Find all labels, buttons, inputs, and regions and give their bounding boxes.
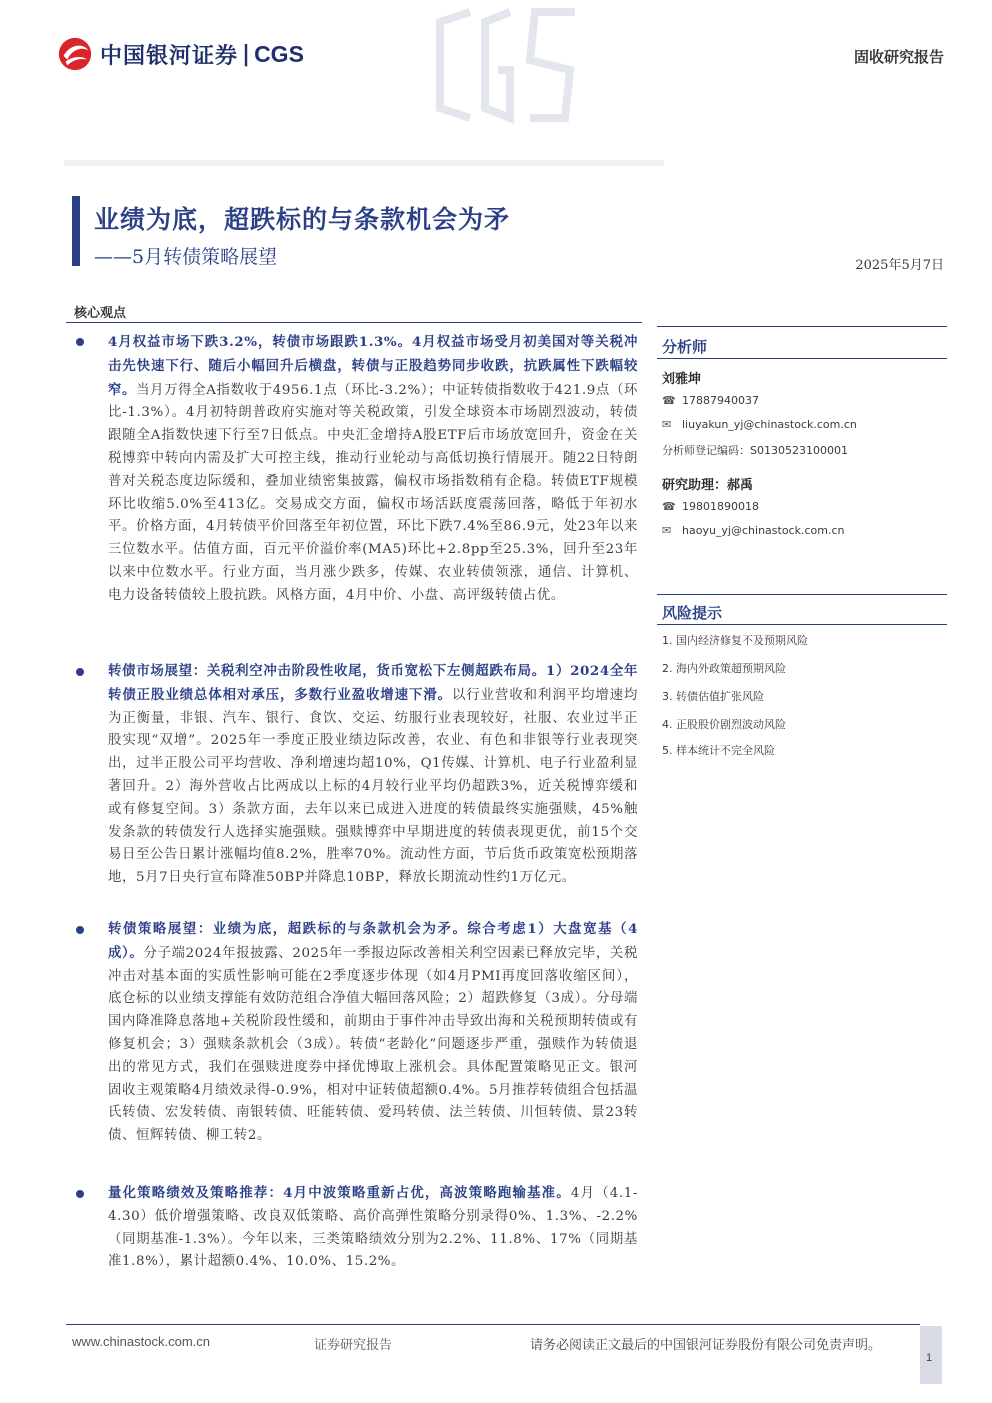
core-paragraph-3-text: 分子端2024年报披露、2025年一季报边际改善相关利空因素已释放完毕，关税冲击对基本面的实质性影响可能在2季度逐步体现（如4月PMI再度回落收缩区间），底仓标的以业绩支撑能有效防范组合净值大幅回落风险；2）超跌修复（3成）。分母端国内降准降息落地+关税阶段性缓和，前期由于事件冲击导致出海和关税预期转债或有修复机会；3）强赎条款机会（3成）。转债“老龄化”问题逐步严重，强赎作为转债退出的常见方式，我们在强赎进度券中择优博取上涨机会。具体配置策略见正文。银河固收主观策略4月绩效录得-0.9%，相对中证转债超额0.4%。5月推荐转债组合包括温氏转债、宏发转债、南银转债、旺能转债、爱玛转债、法兰转债、川恒转债、景23转债、恒辉转债、柳工转2。 [108, 945, 638, 1144]
core-paragraph-2-lead: 转债市场展望：关税利空冲击阶段性收尾，货币宽松下左侧超跌布局。1）2024全年转债正股业绩总体相对承压，多数行业盈收增速下滑。 [108, 663, 638, 703]
core-paragraph-1 [108, 331, 638, 608]
analyst-email[interactable]: liuyakun_yj@chinastock.com.cn [682, 418, 857, 431]
core-views-label: 核心观点 [74, 306, 127, 321]
core-paragraph-2-text: 以行业营收和利润平均增速均为正衡量，非银、汽车、银行、食饮、交运、纺服行业表现较好，社服、农业过半正股实现“双增”。2025年一季度正股业绩边际改善，农业、有色和非银等行业表现突出，过半正股公司平均营收、净利增速均超10%，Q1传媒、计算机、电子行业盈利显著回升。2）海外营收占比两成以上标的4月较行业平均仍超跌3%，近关税博弈缓和或有修复空间。3）条款方面，去年以来已成进入进度的转债最终实施强赎，45%触发条款的转债发行人选择实施强赎。强赎博弈中早期进度的转债表现更优，前15个交易日至公告日累计涨幅均值8.2%，胜率70%。流动性方面，节后货币政策宽松预期落地，5月7日央行宣布降准50BP并降息10BP，释放长期流动性约1万亿元。 [108, 687, 638, 886]
analyst-cert-label: 分析师登记编码： [662, 444, 750, 457]
footer-divider [66, 1324, 920, 1325]
assistant-name: 郝禹 [727, 478, 754, 493]
core-paragraph-1-lead: 4月权益市场下跌3.2%，转债市场跟跌1.3%。4月权益市场受月初美国对等关税冲击先快速下行、随后小幅回升后横盘，转债与正股趋势同步收跌，抗跌属性下跌幅较窄。 [108, 334, 638, 398]
email-icon: ✉ [662, 524, 672, 537]
sidebar-divider [657, 358, 947, 359]
assistant-row [662, 474, 753, 493]
core-paragraph-4 [108, 1182, 638, 1274]
core-paragraph-3 [108, 918, 638, 1148]
footer-label: 证券研究报告 [314, 1338, 393, 1353]
assistant-email[interactable]: haoyu_yj@chinastock.com.cn [682, 524, 845, 537]
report-type: 固收研究报告 [853, 48, 944, 66]
footer-disclaimer: 请务必阅读正文最后的中国银河证券股份有限公司免责声明。 [530, 1338, 882, 1353]
bullet-icon [76, 338, 86, 348]
phone-icon: ☎ [662, 500, 676, 513]
phone-icon: ☎ [662, 394, 676, 407]
sidebar-divider [657, 326, 947, 327]
report-subtitle: ——5月转债策略展望 [94, 246, 278, 268]
brand-separator: | [242, 41, 251, 67]
core-paragraph-1-text: 当月万得全A指数收于4956.1点（环比-3.2%）；中证转债指数收于421.9点（环比-1.3%）。4月初特朗普政府实施对等关税政策，引发全球资本市场剧烈波动，转债跟随全A指数快速下行至7日低点。中央汇金增持A股ETF后市场放宽回升，资金在关税博弈中转向内需及扩大可控主线，推动行业轮动与高低切换行情展开。随22日特朗普对关税态度边际缓和，叠加业绩密集披露，偏权市场指数稍有企稳。转债ETF规模环比收缩5.0%至413亿。交易成交方面，偏权市场活跃度震荡回落，略低于年初水平。价格方面，4月转债平价回落至年初位置，环比下跌7.4%至86.9元，处23年以来三位数水平。估值方面，百元平价溢价率(MA5)环比+2.8pp至25.3%，回升至23年以来中位数水平。行业方面，当月涨少跌多，传媒、农业转债领涨，通信、计算机、电力设备转债较上股抗跌。风格方面，4月中价、小盘、高评级转债占优。 [108, 382, 638, 603]
assistant-email-row [662, 524, 844, 537]
assistant-phone-row [662, 500, 759, 513]
risk-heading: 风险提示 [662, 604, 723, 622]
title-accent-bar [72, 196, 80, 266]
core-divider [66, 322, 642, 323]
core-paragraph-4-text: 4月（4.1-4.30）低价增强策略、改良双低策略、高价高弹性策略分别录得0%、1.3%、-2.2%（同期基准-1.3%）。今年以来，三类策略绩效分别为2.2%、11.8%、17%（同期基准1.8%），累计超额0.4%、10.0%、15.2%。 [108, 1186, 638, 1270]
footer-url[interactable]: www.chinastock.com.cn [72, 1334, 210, 1349]
brand-name-en: CGS [254, 40, 304, 67]
assistant-phone: 19801890018 [682, 500, 759, 513]
analyst-cert-row [662, 442, 848, 458]
analyst-phone-row [662, 394, 759, 407]
brand-mark-icon [56, 35, 94, 73]
sidebar-divider [657, 594, 947, 595]
bullet-icon [76, 926, 86, 936]
assistant-label: 研究助理： [662, 478, 728, 493]
risk-item: 3. 转债估值扩张风险 [662, 690, 764, 703]
header-band [64, 160, 664, 166]
analyst-cert: S0130523100001 [750, 443, 848, 457]
bullet-icon [76, 1190, 86, 1200]
risk-item: 1. 国内经济修复不及预期风险 [662, 634, 808, 647]
core-paragraph-2 [108, 660, 638, 890]
risk-item: 2. 海内外政策超预期风险 [662, 662, 786, 675]
page-number: 1 [926, 1352, 933, 1364]
email-icon: ✉ [662, 418, 672, 431]
brand-logo [56, 34, 304, 74]
brand-name-cn: 中国银河证券 [100, 43, 239, 69]
bullet-icon [76, 668, 86, 678]
report-title: 业绩为底，超跌标的与条款机会为矛 [94, 205, 511, 234]
risk-item: 5. 样本统计不完全风险 [662, 744, 775, 757]
analyst-heading: 分析师 [662, 338, 708, 356]
analyst-name: 刘雅坤 [662, 372, 702, 387]
core-paragraph-3-lead: 转债策略展望：业绩为底，超跌标的与条款机会为矛。综合考虑1）大盘宽基（4成）。 [108, 921, 638, 961]
analyst-phone: 17887940037 [682, 394, 759, 407]
cgs-watermark [430, 0, 590, 130]
sidebar-divider [657, 624, 947, 625]
core-paragraph-4-lead: 量化策略绩效及策略推荐：4月中波策略重新占优，高波策略跑输基准。 [108, 1185, 571, 1201]
analyst-email-row [662, 418, 857, 431]
report-date: 2025年5月7日 [855, 258, 944, 273]
risk-item: 4. 正股股价剧烈波动风险 [662, 718, 786, 731]
